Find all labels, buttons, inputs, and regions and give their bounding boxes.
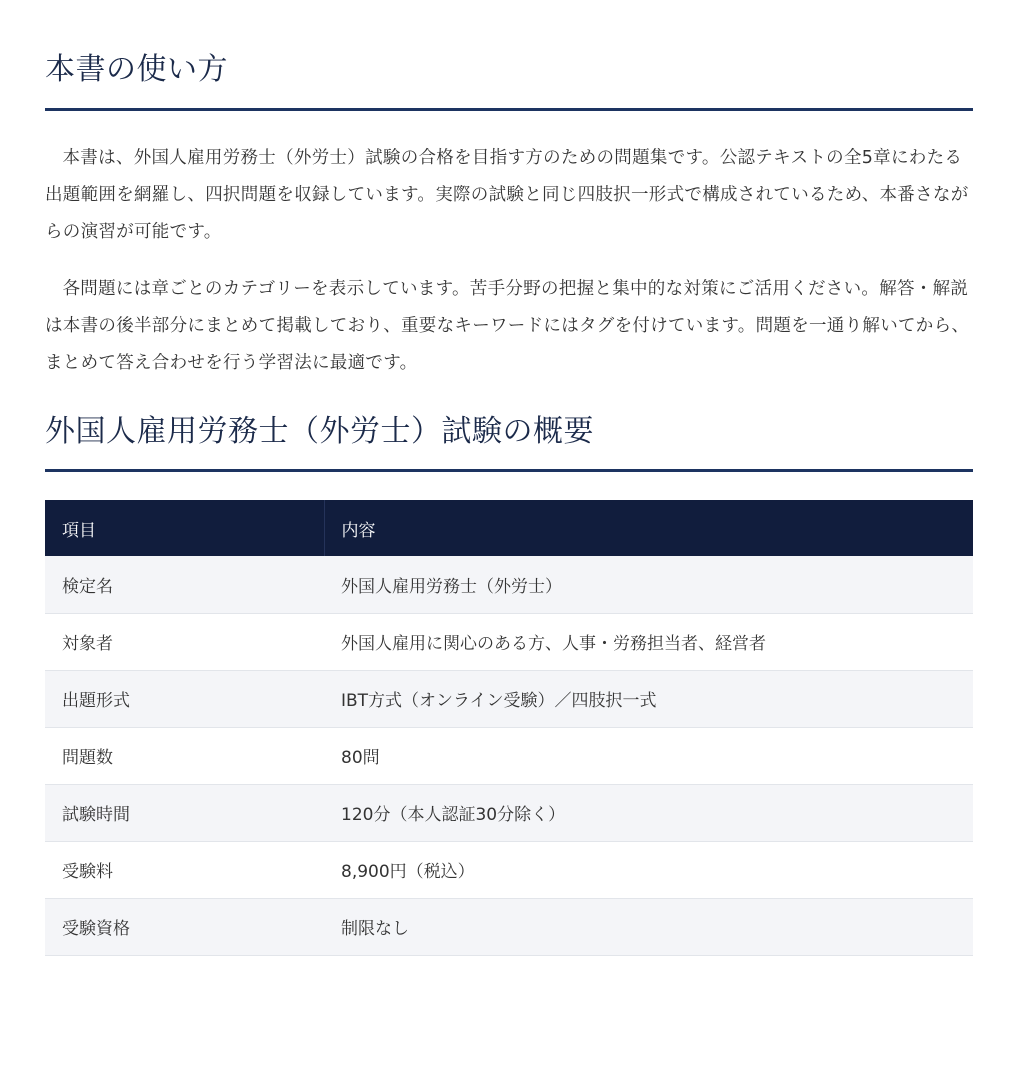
table-row [45, 784, 973, 841]
table-row [45, 841, 973, 898]
section-divider [45, 469, 973, 472]
content-cell: 外国人雇用に関心のある方、人事・労務担当者、経営者 [324, 613, 973, 670]
item-cell: 受験料 [45, 841, 324, 898]
content-cell: 8,900円（税込） [324, 841, 973, 898]
item-cell: 受験資格 [45, 898, 324, 955]
content-cell: IBT方式（オンライン受験）／四肢択一式 [324, 670, 973, 727]
exam-overview-table [45, 500, 973, 956]
table-row [45, 727, 973, 784]
content-cell: 80問 [324, 727, 973, 784]
header-cell-content: 内容 [324, 500, 973, 556]
usage-paragraph: 本書は、外国人雇用労務士（外労士）試験の合格を目指す方のための問題集です。公認テキストの全5章にわたる出題範囲を網羅し、四択問題を収録しています。実際の試験と同じ四肢択一形式で構成されているため、本番さながらの演習が可能です。 [45, 148, 969, 242]
section-title-usage: 本書の使い方 [45, 52, 228, 87]
section-divider [45, 108, 973, 111]
table-row [45, 556, 973, 613]
item-cell: 対象者 [45, 613, 324, 670]
usage-paragraph: 各問題には章ごとのカテゴリーを表示しています。苦手分野の把握と集中的な対策にご活用ください。解答・解説は本書の後半部分にまとめて掲載しており、重要なキーワードにはタグを付けています。問題を一通り解いてから、まとめて答え合わせを行う学習法に最適です。 [45, 279, 970, 373]
content-cell: 制限なし [324, 898, 973, 955]
content-cell: 120分（本人認証30分除く） [324, 784, 973, 841]
header-cell-item: 項目 [45, 500, 324, 556]
item-cell: 試験時間 [45, 784, 324, 841]
content-cell: 外国人雇用労務士（外労士） [324, 556, 973, 613]
section-title-overview: 外国人雇用労務士（外労士）試験の概要 [45, 414, 594, 449]
item-cell: 検定名 [45, 556, 324, 613]
table-header-row [45, 500, 973, 556]
table-row [45, 898, 973, 955]
table-row [45, 670, 973, 727]
item-cell: 問題数 [45, 727, 324, 784]
table-row [45, 613, 973, 670]
item-cell: 出題形式 [45, 670, 324, 727]
